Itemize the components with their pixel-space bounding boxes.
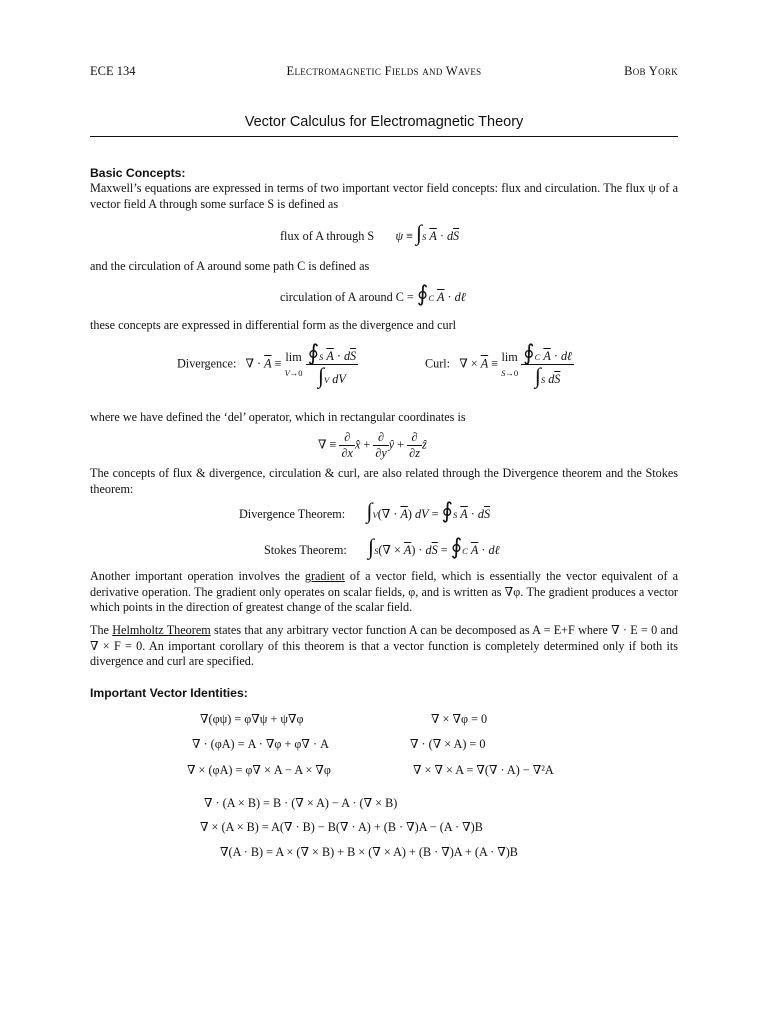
- helmholtz-term: Helmholtz Theorem: [112, 623, 211, 637]
- flux-label: flux of A through S: [280, 229, 375, 243]
- identity-divergence-product: ∇ · (φA) = A · ∇φ + φ∇ · A: [192, 737, 329, 751]
- helmholtz-text-b: states that any arbitrary vector function A can be decomposed as A = E+F where ∇ · E = 0 and ∇ × F = 0. An important corollary of this theorem is that a vector function is completely determined only if both its divergence and curl are specified.: [90, 623, 679, 669]
- identity-gradient-dot: ∇(A · B) = A × (∇ × B) + B × (∇ × A) + (B · ∇)A + (A · ∇)B: [220, 845, 518, 859]
- stokes-theorem: Stokes Theorem: $\int S(\nabla \times \overline{A}) \cdot d\overline{S}$ = ∮C $\overline{A}$ · dℓ: [264, 534, 500, 559]
- flux-equation: flux of A through S ψ ≡ ∫S $\overline{A} \cdot d\overline{S}$: [280, 220, 460, 245]
- paragraph-theorems: The concepts of flux & divergence, circulation & curl, are also related through the Divergence theorem and the Stokes theorem:: [90, 466, 678, 496]
- paragraph-gradient: [90, 569, 678, 616]
- paragraph-intro: Maxwell’s equations are expressed in terms of two important vector field concepts: flux and circulation. The flux ψ of a vector field A through some surface S is defined as: [90, 181, 678, 211]
- gradient-text-a: Another important operation involves the: [90, 569, 300, 583]
- author-name: Bob York: [624, 64, 678, 78]
- paragraph-del: where we have defined the ‘del’ operator, which in rectangular coordinates is: [90, 410, 466, 424]
- identity-curl-product: ∇ × (φA) = φ∇ × A − A × ∇φ: [187, 763, 331, 777]
- paragraph-circulation: and the circulation of A around some path C is defined as: [90, 259, 370, 273]
- identity-product-gradient: ∇(φψ) = φ∇ψ + ψ∇φ: [200, 712, 304, 726]
- gradient-term: gradient: [304, 569, 345, 583]
- identity-curl-of-gradient: ∇ × ∇φ = 0: [431, 712, 488, 726]
- divergence-label: Divergence:: [177, 356, 237, 371]
- section-heading-basic: Basic Concepts:: [90, 166, 186, 180]
- divergence-theorem: Divergence Theorem: $\int V(\nabla \cdot \overline{A})$ dV = ∮S $\overline{A} \cdot d\overline{S}$: [239, 498, 491, 523]
- circulation-equation: circulation of A around C = ∮C $\overline{A}$ · dℓ: [280, 281, 466, 306]
- divergence-definition: Divergence: ∇ · $\overline{A} \equiv \lim$ V→0 $\frac{∮S \overline{A} \cdot d\overline{S}}{\text{∫V dV}}$: [177, 340, 357, 388]
- identity-divergence-of-curl: ∇ · (∇ × A) = 0: [410, 737, 486, 751]
- section-heading-identities: Important Vector Identities:: [90, 686, 248, 700]
- stokes-theorem-label: Stokes Theorem:: [264, 543, 347, 557]
- identity-curl-cross: ∇ × (A × B) = A(∇ · B) − B(∇ · A) + (B · ∇)A − (A · ∇)B: [200, 820, 483, 834]
- course-number: ECE 134: [90, 64, 136, 78]
- title-rule: [90, 136, 678, 137]
- gradient-text-b: of a vector field, which is essentially the vector equivalent of a derivative operation. The gradient only operates on scalar fields, φ, and is written as ∇φ. The gradient produces a vector which points in the direction of greatest change of the scalar field.: [90, 569, 679, 615]
- identity-curl-of-curl: ∇ × ∇ × A = ∇(∇ · A) − ∇²A: [413, 763, 554, 777]
- curl-label: Curl:: [425, 356, 451, 371]
- del-operator-equation: ∇ ≡ $\frac{\partial}{\partial x}$ x̂ + $\frac{\partial}{\partial y}$ ŷ + $\frac{\partial}{\partial z}$ ẑ: [318, 430, 427, 460]
- paragraph-helmholtz: [90, 623, 678, 670]
- course-subject: Electromagnetic Fields and Waves: [286, 64, 482, 78]
- circulation-label: circulation of A around C =: [280, 290, 414, 304]
- page-title: Vector Calculus for Electromagnetic Theory: [244, 114, 524, 130]
- divergence-theorem-label: Divergence Theorem:: [239, 507, 346, 521]
- paragraph-differential: these concepts are expressed in differential form as the divergence and curl: [90, 318, 457, 332]
- curl-definition: Curl: ∇ × $\overline{A} \equiv \lim$ S→0 $\frac{∮C \overline{A} \cdot d\ell}{\int S d\overline{S}}$: [425, 340, 573, 388]
- identity-divergence-cross: ∇ · (A × B) = B · (∇ × A) − A · (∇ × B): [204, 796, 398, 810]
- helmholtz-text-a: The: [90, 623, 109, 637]
